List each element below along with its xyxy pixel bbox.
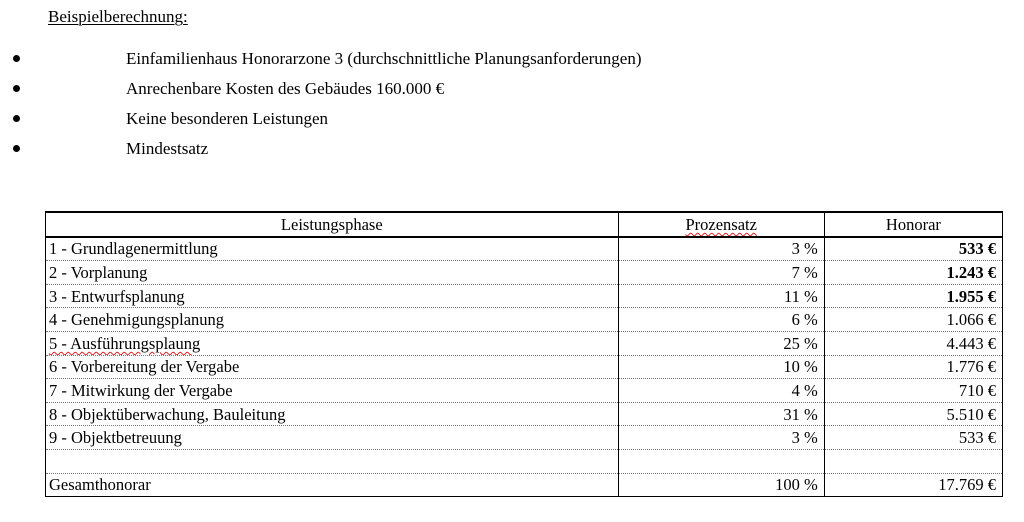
bullet-item <box>0 134 1024 164</box>
cell-percent: 7 % <box>618 261 824 285</box>
table-row <box>46 261 1003 285</box>
cell-fee: 4.443 € <box>824 331 1002 355</box>
cell-percent: 25 % <box>618 331 824 355</box>
cell-phase-label: 5 - Ausführungsplaung <box>49 333 201 353</box>
bullet-text: Keine besonderen Leistungen <box>126 109 329 128</box>
cell-phase <box>46 331 619 355</box>
table-row <box>46 402 1003 426</box>
cell-percent: 3 % <box>618 426 824 450</box>
table-row <box>46 308 1003 332</box>
bullet-icon <box>13 55 20 62</box>
total-percent: 100 % <box>618 473 824 497</box>
fee-table <box>45 211 1003 497</box>
header-fee: Honorar <box>824 212 1002 237</box>
bullet-item <box>0 74 1024 104</box>
cell-phase: 1 - Grundlagenermittlung <box>46 237 619 261</box>
cell-fee: 1.066 € <box>824 308 1002 332</box>
table-row <box>46 331 1003 355</box>
cell-percent: 11 % <box>618 284 824 308</box>
header-phase: Leistungsphase <box>46 212 619 237</box>
cell-percent: 6 % <box>618 308 824 332</box>
cell-fee: 1.776 € <box>824 355 1002 379</box>
bullet-icon <box>13 115 20 122</box>
bullet-icon <box>13 145 20 152</box>
cell-fee: 1.955 € <box>824 284 1002 308</box>
cell-fee: 533 € <box>824 237 1002 261</box>
cell-phase: 2 - Vorplanung <box>46 261 619 285</box>
cell-percent: 10 % <box>618 355 824 379</box>
bullet-icon <box>13 85 20 92</box>
cell-phase: 9 - Objektbetreuung <box>46 426 619 450</box>
table-row <box>46 237 1003 261</box>
cell-fee: 1.243 € <box>824 261 1002 285</box>
header-percent <box>618 212 824 237</box>
cell-empty <box>824 449 1002 473</box>
cell-phase: 7 - Mitwirkung der Vergabe <box>46 379 619 403</box>
table-row <box>46 355 1003 379</box>
document-heading: Beispielberechnung: <box>48 7 188 26</box>
cell-empty <box>618 449 824 473</box>
cell-percent: 4 % <box>618 379 824 403</box>
header-percent-label: Prozensatz <box>685 214 757 234</box>
cell-phase: 3 - Entwurfsplanung <box>46 284 619 308</box>
cell-fee: 710 € <box>824 379 1002 403</box>
bullet-text: Anrechenbare Kosten des Gebäudes 160.000 € <box>126 79 445 98</box>
bullet-text: Mindestsatz <box>126 139 209 158</box>
cell-percent: 3 % <box>618 237 824 261</box>
bullet-item <box>0 44 1024 74</box>
cell-empty <box>46 449 619 473</box>
table-header-row <box>46 212 1003 237</box>
table-row-empty <box>46 449 1003 473</box>
cell-phase: 8 - Objektüberwachung, Bauleitung <box>46 402 619 426</box>
cell-percent: 31 % <box>618 402 824 426</box>
table-row <box>46 284 1003 308</box>
table-row <box>46 379 1003 403</box>
cell-phase: 6 - Vorbereitung der Vergabe <box>46 355 619 379</box>
bullet-text: Einfamilienhaus Honorarzone 3 (durchschnittliche Planungsanforderungen) <box>126 49 642 68</box>
cell-phase: 4 - Genehmigungsplanung <box>46 308 619 332</box>
total-fee: 17.769 € <box>824 473 1002 497</box>
table-total-row <box>46 473 1003 497</box>
bullet-list <box>0 44 1024 164</box>
cell-fee: 533 € <box>824 426 1002 450</box>
bullet-item <box>0 104 1024 134</box>
table-row <box>46 426 1003 450</box>
cell-fee: 5.510 € <box>824 402 1002 426</box>
total-label: Gesamthonorar <box>46 473 619 497</box>
